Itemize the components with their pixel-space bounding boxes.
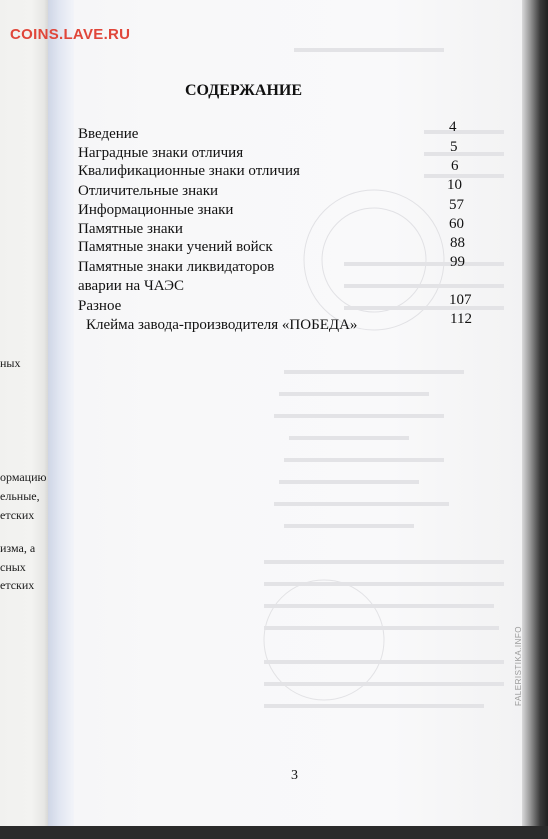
contents-page	[74, 0, 526, 826]
left-page-fragment: етских	[0, 508, 35, 522]
toc-entry-page: 60	[449, 216, 464, 232]
toc-entry-page: 6	[451, 158, 459, 174]
toc-entry-page: 99	[450, 254, 465, 270]
watermark-logo: COINS.LAVE.RU	[10, 26, 131, 43]
page-title: СОДЕРЖАНИЕ	[185, 82, 303, 99]
toc-entry-label: Памятные знаки ликвидаторов	[78, 259, 275, 275]
show-through-texture	[74, 0, 526, 826]
page-number: 3	[291, 768, 298, 783]
side-watermark: FALERISTIKA.INFO	[514, 625, 523, 706]
toc-entry-label: Памятные знаки учений войск	[78, 239, 273, 255]
toc-entry-label: Клейма завода-производителя «ПОБЕДА»	[86, 317, 358, 333]
left-page-fragment: сных	[0, 560, 26, 574]
toc-entry-page: 5	[450, 139, 458, 155]
left-page-fragment: етских	[0, 578, 35, 592]
toc-entry-page: 4	[449, 119, 457, 135]
toc-entry-label: Памятные знаки	[78, 221, 183, 237]
toc-entry-page: 10	[447, 177, 462, 193]
toc-entry-label: Введение	[78, 126, 139, 142]
page-edge-shadow	[522, 0, 548, 839]
left-page-fragment: ельные,	[0, 489, 40, 503]
toc-entry-label: Разное	[78, 298, 122, 314]
left-page-fragment: ормацию	[0, 470, 47, 484]
left-page-edge	[0, 0, 52, 826]
toc-entry-page: 57	[449, 197, 464, 213]
toc-entry-label: Наградные знаки отличия	[78, 145, 244, 161]
scan-bottom-border	[0, 826, 548, 839]
left-page-fragment: изма, а	[0, 541, 36, 555]
toc-entry-label: аварии на ЧАЭС	[78, 278, 185, 294]
toc-entry-label: Отличительные знаки	[78, 183, 219, 199]
toc-entry-page: 112	[450, 311, 472, 327]
toc-entry-page: 107	[449, 292, 472, 308]
toc-entry-page: 88	[450, 235, 465, 251]
toc-entry-label: Информационные знаки	[78, 202, 234, 218]
left-page-fragment: ных	[0, 356, 21, 370]
toc-entry-label: Квалификационные знаки отличия	[78, 163, 300, 179]
